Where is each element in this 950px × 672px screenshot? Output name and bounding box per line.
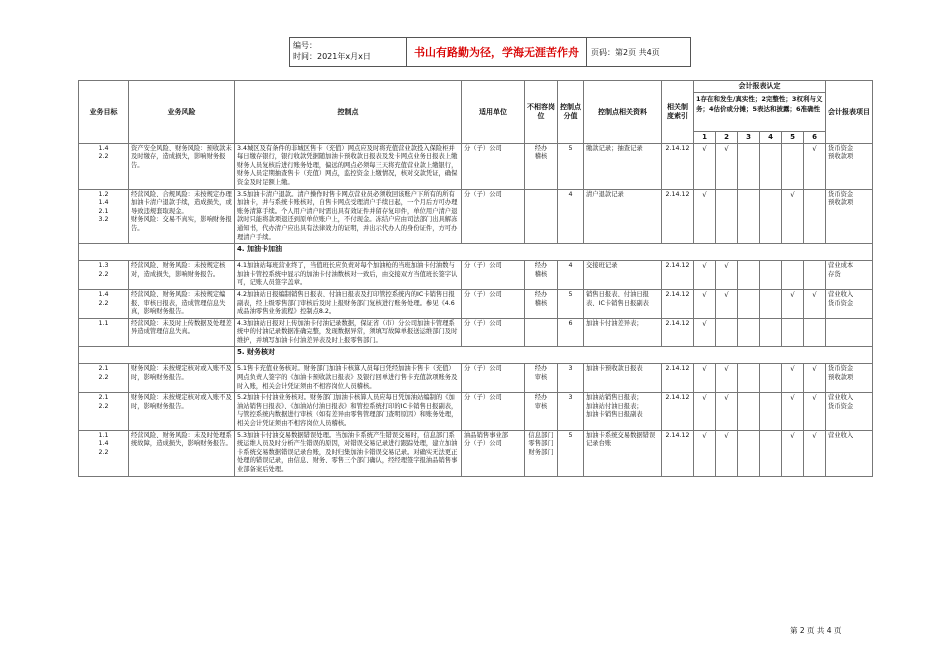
col-score: 控制点分值	[558, 81, 584, 144]
row-check	[782, 143, 804, 189]
row-check: √	[716, 364, 738, 393]
row-control: 4.1加油站每班营业终了，当值班长应负责对每个加油枪的当班加油卡付油数与加油卡管控系统中显示的加油卡付油数核对一致后，由交接双方当值班长签字认可，记账人员签字盖章。	[235, 261, 462, 290]
row-control: 5.2加油卡付油业务核对。财务部门加油卡核算人员应每日凭加油站编制的《加油站销售日报表》、《加油站付油日报表》和管控系统打印的IC卡销售日报副表，与管控系统内数据进行审核（如有差异由零售管理部门查明原因）和账务处理，相关会计凭证须由不相容岗位人员稽核。	[235, 393, 462, 430]
row-item: 货币资金 预收款项	[826, 364, 873, 393]
row-check: √	[804, 289, 826, 318]
row-control: 5.3加油卡付油交易数据错误处理。当加油卡系统产生错误交易时，信息部门系统运维人员及时分析产生错误的原因，对错误交易记录进行跟踪处理，建立加油卡系统交易数据错误记录台账，及时归集加油卡错误交易记录。对确实无法更正处理的错误记录，由信息、财务、零售三个部门确认，经经理签字报油品销售事业部备案后处理。	[235, 430, 462, 476]
row-check	[738, 189, 760, 244]
col-goal: 业务目标	[79, 81, 129, 144]
header-meta	[290, 38, 407, 66]
row-incompatible: 信息部门 零售部门 财务部门	[525, 430, 558, 476]
row-check: √	[782, 364, 804, 393]
row-score: 5	[558, 430, 584, 476]
table-row	[79, 189, 873, 244]
row-incompatible: 经办 审核	[525, 364, 558, 393]
table-row	[79, 318, 873, 347]
row-item	[826, 318, 873, 347]
row-docs: 清户退款记录	[584, 189, 662, 244]
row-index: 2.14.12	[662, 261, 694, 290]
row-docs: 加油卡预收款日报表	[584, 364, 662, 393]
row-check: √	[804, 143, 826, 189]
page-footer: 第 2 页 共 4 页	[790, 626, 842, 635]
col-index: 相关制度索引	[662, 81, 694, 144]
col-acct-num: 5	[782, 132, 804, 144]
row-goal: 1.1	[79, 318, 129, 347]
row-incompatible: 经办 稽核	[525, 261, 558, 290]
col-item: 会计报表项目	[826, 81, 873, 144]
row-score: 3	[558, 393, 584, 430]
row-docs: 加油站销售日报表； 加油站付油日报表； 加油卡销售日报副表	[584, 393, 662, 430]
col-acct-num: 2	[716, 132, 738, 144]
row-goal: 2.1 2.2	[79, 393, 129, 430]
row-check	[738, 289, 760, 318]
row-check: √	[782, 189, 804, 244]
row-check: √	[716, 430, 738, 476]
row-score: 3	[558, 364, 584, 393]
row-check: √	[694, 143, 716, 189]
row-check	[716, 318, 738, 347]
row-unit: 分（子）公司	[462, 289, 525, 318]
row-incompatible: 经办 稽核	[525, 143, 558, 189]
row-score: 4	[558, 189, 584, 244]
row-incompatible	[525, 189, 558, 244]
row-unit: 分（子）公司	[462, 364, 525, 393]
row-check: √	[804, 430, 826, 476]
row-check	[760, 430, 782, 476]
row-goal: 1.4 2.2	[79, 143, 129, 189]
row-incompatible	[525, 318, 558, 347]
col-docs: 控制点相关资料	[584, 81, 662, 144]
row-control: 4.2加油站日报编制销售日报表、付油日报表及打印管控系统内的IC卡销售日报副表，经上级零售部门审核后及时上报财务部门复核进行账务处理。参见《4.6成品油零售业务流程》控制点8.2。	[235, 289, 462, 318]
control-table	[78, 80, 873, 477]
row-check	[760, 189, 782, 244]
row-goal: 1.3 2.2	[79, 261, 129, 290]
row-index: 2.14.12	[662, 430, 694, 476]
row-goal: 1.2 1.4 2.1 3.2	[79, 189, 129, 244]
row-control: 4.3加油站日报对上传加油卡付油记录数据，保证省（市）分公司加油卡管理系统中的付油记录数据准确完整，发现数据异常，须填写故障单报送运维部门及时维护，并填写加油卡付油差异表及时上报零售部门。	[235, 318, 462, 347]
table-row	[79, 289, 873, 318]
row-score: 5	[558, 143, 584, 189]
row-check	[804, 189, 826, 244]
row-index: 2.14.12	[662, 189, 694, 244]
row-check	[760, 318, 782, 347]
row-risk: 经营风险、财务风险：未及时处理系统故障，造成损失，影响财务报告。	[129, 430, 235, 476]
row-check: √	[694, 289, 716, 318]
row-check: √	[804, 393, 826, 430]
col-acct-num: 3	[738, 132, 760, 144]
motto: 书山有路勤为径，学海无涯苦作舟	[407, 38, 587, 66]
row-index: 2.14.12	[662, 289, 694, 318]
row-goal: 1.4 2.2	[79, 289, 129, 318]
col-acct-num: 6	[804, 132, 826, 144]
section-row	[79, 347, 873, 364]
row-check: √	[716, 261, 738, 290]
row-check	[738, 430, 760, 476]
row-score: 4	[558, 261, 584, 290]
row-item: 货币资金 预收款项	[826, 143, 873, 189]
row-check	[760, 261, 782, 290]
row-control: 5.1售卡充值业务核对。财务部门加油卡核算人员每日凭经加油卡售卡（充值）网点负责人签字的《加油卡预收款日报表》及银行回单进行售卡充值款项账务及时入账，相关会计凭证须由不相容岗位人员稽核。	[235, 364, 462, 393]
row-risk: 经营风险、财务风险：未按规定编报、审核日报表，造成管理信息失真，影响财务报告。	[129, 289, 235, 318]
row-check	[716, 189, 738, 244]
row-score: 5	[558, 289, 584, 318]
row-check: √	[782, 393, 804, 430]
row-check	[804, 261, 826, 290]
row-check: √	[782, 289, 804, 318]
code-label: 编号：	[293, 41, 317, 50]
row-risk: 经营风险：未及时上传数据及处理差异造成管理信息失真。	[129, 318, 235, 347]
row-docs: 加油卡付油差异表；	[584, 318, 662, 347]
row-check: √	[694, 261, 716, 290]
col-control: 控制点	[235, 81, 462, 144]
section-title: 5. 财务核对	[235, 347, 873, 364]
col-unit: 适用单位	[462, 81, 525, 144]
row-item: 营业收入 货币资金	[826, 289, 873, 318]
col-acct-group: 会计报表认定	[694, 81, 826, 93]
page-label: 页码：第2页 共4页	[591, 47, 660, 57]
table-row	[79, 430, 873, 476]
row-check: √	[694, 189, 716, 244]
row-unit: 分（子）公司	[462, 261, 525, 290]
section-spacer	[79, 347, 235, 364]
row-item: 营业收入 货币资金	[826, 393, 873, 430]
row-index: 2.14.12	[662, 364, 694, 393]
row-check	[738, 143, 760, 189]
row-risk: 资产安全风险、财务风险：预收款未及时缴存，造成损失，影响财务报告。	[129, 143, 235, 189]
row-unit: 油品销售事业部 分（子）公司	[462, 430, 525, 476]
row-check	[738, 318, 760, 347]
row-incompatible: 经办 稽核	[525, 289, 558, 318]
row-control: 3.4城区及有条件的非城区售卡（充值）网点应及时将充值营业款投入保险柜并每日缴存银行，银行收款凭据随加油卡预收款日报表及发卡网点业务日报表上缴财务人员复核后进行账务处理，偏远的网点必须每三天将充值营业款上缴银行，财务人员定期抽查售卡（充值）网点，监控资金上缴情况，核对交款凭证，确保资金及时足额上缴。	[235, 143, 462, 189]
row-index: 2.14.12	[662, 318, 694, 347]
row-check	[738, 393, 760, 430]
row-incompatible: 经办 审核	[525, 393, 558, 430]
row-check	[760, 393, 782, 430]
col-acct-num: 4	[760, 132, 782, 144]
row-check	[760, 289, 782, 318]
row-index: 2.14.12	[662, 143, 694, 189]
row-unit: 分（子）公司	[462, 393, 525, 430]
row-check	[804, 318, 826, 347]
col-acct-num: 1	[694, 132, 716, 144]
row-check: √	[694, 364, 716, 393]
row-item: 货币资金 预收款项	[826, 189, 873, 244]
row-index: 2.14.12	[662, 393, 694, 430]
col-risk: 业务风险	[129, 81, 235, 144]
row-check	[782, 261, 804, 290]
row-check: √	[716, 393, 738, 430]
row-check: √	[694, 393, 716, 430]
row-risk: 财务风险：未按规定核对或入账不及时，影响财务报告。	[129, 393, 235, 430]
row-docs: 加油卡系统交易数据错误记录台账	[584, 430, 662, 476]
section-spacer	[79, 244, 235, 261]
table-row	[79, 143, 873, 189]
row-goal: 1.1 1.4 2.2	[79, 430, 129, 476]
row-item: 营业成本 存货	[826, 261, 873, 290]
row-docs: 交接班记录	[584, 261, 662, 290]
col-incompatible: 不相容岗位	[525, 81, 558, 144]
time-label: 时间：2021年x月x日	[293, 52, 371, 61]
row-check	[760, 143, 782, 189]
row-check: √	[716, 289, 738, 318]
row-check	[738, 364, 760, 393]
row-check: √	[694, 318, 716, 347]
page-header	[289, 37, 691, 67]
row-unit: 分（子）公司	[462, 318, 525, 347]
row-item: 营业收入	[826, 430, 873, 476]
table-row	[79, 364, 873, 393]
row-check: √	[782, 430, 804, 476]
row-goal: 2.1 2.2	[79, 364, 129, 393]
row-unit: 分（子）公司	[462, 189, 525, 244]
section-row	[79, 244, 873, 261]
row-risk: 经营风险、财务风险：未按规定核对，造成损失，影响财务报告。	[129, 261, 235, 290]
row-risk: 财务风险：未按规定核对或入账不及时，影响财务报告。	[129, 364, 235, 393]
row-check	[738, 261, 760, 290]
row-control: 3.5加油卡清户退款。清户操作时售卡网点营业员必须收回该账户下所有的所有加油卡，并与系统卡账核对，自售卡网点受理清户手续日起，一个月后方可办理账务清算手续。个人用户清户时需出具有效证件并留存复印件，单位用户清户退款时只能将款项退还到原单位账户上，不付现金。冻结户应由司法部门出具解冻通知书，代办清户应出具有法律效力的证明，并出示代办人的身份证件，方可办理清户手续。	[235, 189, 462, 244]
table-row	[79, 393, 873, 430]
row-check: √	[804, 364, 826, 393]
row-check	[782, 318, 804, 347]
row-docs: 缴款记录；抽查记录	[584, 143, 662, 189]
section-title: 4. 加油卡加油	[235, 244, 873, 261]
row-score: 6	[558, 318, 584, 347]
row-check	[760, 364, 782, 393]
row-docs: 销售日报表、付油日报表、IC卡销售日报副表	[584, 289, 662, 318]
row-check: √	[694, 430, 716, 476]
col-acct-desc: 1存在和发生/真实性；2完整性；3权利与义务；4估价或分摊；5表达和披露；6准确性	[694, 93, 826, 132]
row-risk: 经营风险、合规风险：未按规定办理加油卡清户退款手续，造成损失，或导致违规套取现金。 财务风险：交易不真实，影响财务报告。	[129, 189, 235, 244]
row-unit: 分（子）公司	[462, 143, 525, 189]
row-check: √	[716, 143, 738, 189]
table-row	[79, 261, 873, 290]
